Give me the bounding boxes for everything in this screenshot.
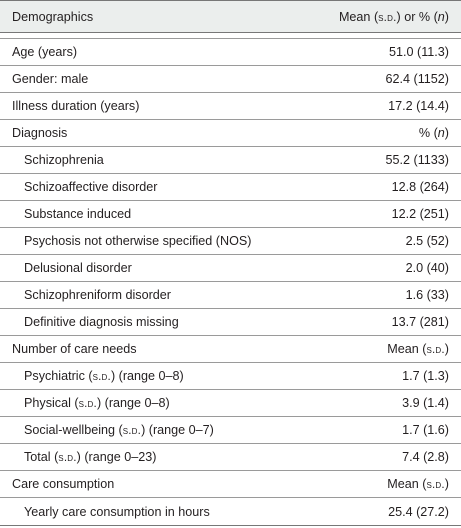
table-row: Gender: male 62.4 (1152) [0, 66, 461, 93]
section-row-diagnosis: Diagnosis % (n) [0, 120, 461, 147]
table-row: Age (years) 51.0 (11.3) [0, 39, 461, 66]
table-row: Definitive diagnosis missing 13.7 (281) [0, 309, 461, 336]
table-row: Schizoaffective disorder 12.8 (264) [0, 174, 461, 201]
table-row: Yearly care consumption in hours 25.4 (27.2) [0, 498, 461, 526]
table-row: Substance induced 12.2 (251) [0, 201, 461, 228]
section-row-care-consumption: Care consumption Mean (s.d.) [0, 471, 461, 498]
table-row: Schizophreniform disorder 1.6 (33) [0, 282, 461, 309]
table-row: Schizophrenia 55.2 (1133) [0, 147, 461, 174]
table-row: Social-wellbeing (s.d.) (range 0–7) 1.7 (1.6) [0, 417, 461, 444]
table-row: Psychiatric (s.d.) (range 0–8) 1.7 (1.3) [0, 363, 461, 390]
table-row: Total (s.d.) (range 0–23) 7.4 (2.8) [0, 444, 461, 471]
header-mean-or-percent: Mean (s.d.) or % (n) [338, 9, 449, 24]
header-demographics: Demographics [12, 9, 94, 24]
section-row-care-needs: Number of care needs Mean (s.d.) [0, 336, 461, 363]
table-row: Delusional disorder 2.0 (40) [0, 255, 461, 282]
table-row: Psychosis not otherwise specified (NOS) 2.5 (52) [0, 228, 461, 255]
table-header-row [0, 0, 461, 33]
table-row: Illness duration (years) 17.2 (14.4) [0, 93, 461, 120]
table-row: Physical (s.d.) (range 0–8) 3.9 (1.4) [0, 390, 461, 417]
